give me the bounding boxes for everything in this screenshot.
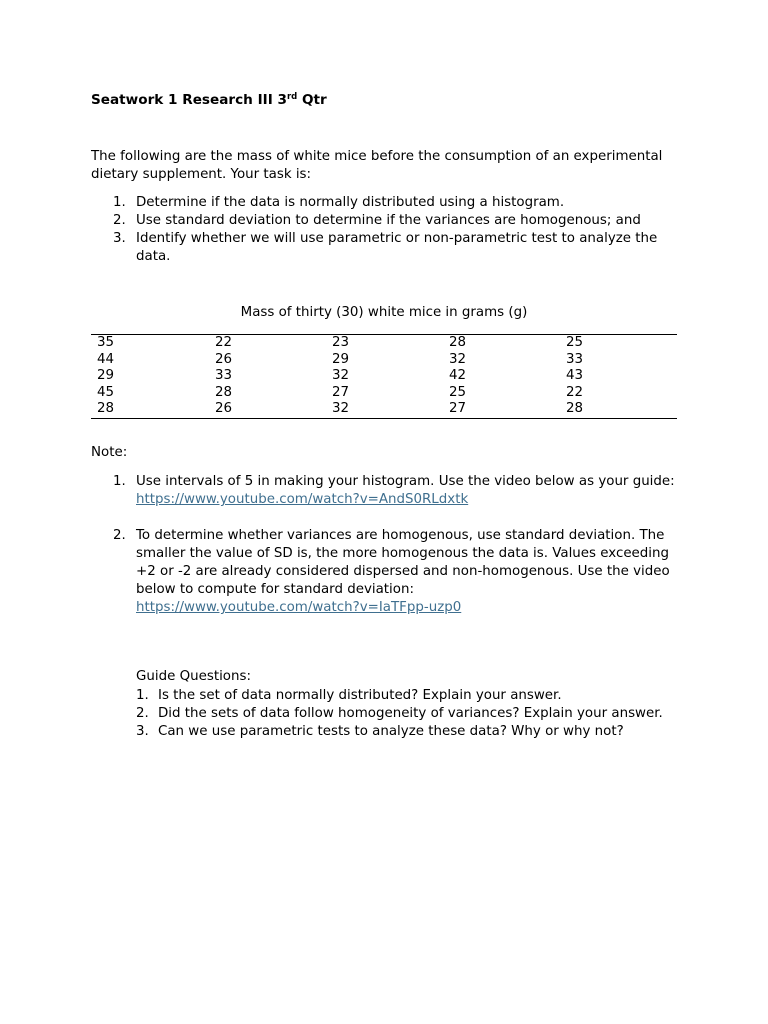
task-number: 3. bbox=[113, 231, 126, 246]
guide-question bbox=[136, 705, 696, 723]
table-cell: 26 bbox=[215, 351, 233, 367]
table-cell: 43 bbox=[566, 368, 584, 384]
table-cell: 33 bbox=[215, 368, 233, 384]
table-cell: 44 bbox=[97, 351, 115, 367]
note-number: 2. bbox=[113, 528, 126, 543]
question-number: 3. bbox=[136, 724, 149, 739]
task-list bbox=[91, 194, 691, 266]
question-text: Is the set of data normally distributed? Explain your answer. bbox=[158, 688, 562, 703]
intro-paragraph: The following are the mass of white mice before the consumption of an experimental dietary supplement. Your task is: bbox=[91, 149, 663, 182]
table-cell: 28 bbox=[215, 384, 233, 400]
table-cell: 23 bbox=[332, 335, 350, 350]
table-cell: 32 bbox=[332, 368, 350, 384]
guide-question-list bbox=[136, 687, 696, 741]
note-heading: Note: bbox=[91, 445, 128, 460]
task-number: 2. bbox=[113, 213, 126, 228]
question-text: Did the sets of data follow homogeneity of variances? Explain your answer. bbox=[158, 706, 663, 721]
table-cell: 28 bbox=[566, 401, 584, 417]
note-list bbox=[91, 473, 691, 617]
table-cell: 45 bbox=[97, 384, 115, 400]
question-number: 2. bbox=[136, 706, 149, 721]
task-text: Identify whether we will use parametric or non-parametric test to analyze the data. bbox=[136, 231, 658, 264]
table-row bbox=[91, 335, 677, 352]
task-item bbox=[91, 212, 691, 230]
note-text: To determine whether variances are homogenous, use standard deviation. The smaller the value of SD is, the more homogenous the data is. Values exceeding +2 or -2 are already considered dispersed and non-homogenous. Use the video below to compute for standard deviation: bbox=[136, 528, 670, 597]
table-cell: 42 bbox=[449, 368, 467, 384]
table-cell: 29 bbox=[332, 351, 350, 367]
table-cell: 35 bbox=[97, 335, 115, 350]
task-text: Determine if the data is normally distributed using a histogram. bbox=[136, 195, 565, 210]
question-number: 1. bbox=[136, 688, 149, 703]
question-text: Can we use parametric tests to analyze these data? Why or why not? bbox=[158, 724, 624, 739]
table-row bbox=[91, 401, 677, 418]
table-cell: 32 bbox=[332, 401, 350, 417]
table-cell: 27 bbox=[332, 384, 350, 400]
table-cell: 27 bbox=[449, 401, 467, 417]
table-cell: 33 bbox=[566, 351, 584, 367]
task-item bbox=[91, 194, 691, 212]
note-item bbox=[91, 527, 691, 617]
title-superscript: rd bbox=[286, 92, 298, 102]
table-cell: 22 bbox=[566, 384, 584, 400]
table-cell: 26 bbox=[215, 401, 233, 417]
table-cell: 28 bbox=[449, 335, 467, 350]
note-text: Use intervals of 5 in making your histogram. Use the video below as your guide: bbox=[136, 474, 675, 489]
note-spacer bbox=[91, 509, 691, 527]
table-row bbox=[91, 368, 677, 385]
title-suffix: Qtr bbox=[297, 92, 327, 108]
mice-mass-table bbox=[91, 334, 677, 419]
table-cell: 28 bbox=[97, 401, 115, 417]
table-cell: 25 bbox=[566, 335, 584, 350]
note-item bbox=[91, 473, 691, 509]
table-cell: 29 bbox=[97, 368, 115, 384]
table-cell: 32 bbox=[449, 351, 467, 367]
table-cell: 22 bbox=[215, 335, 233, 350]
guide-question bbox=[136, 687, 696, 705]
note-number: 1. bbox=[113, 474, 126, 489]
task-text: Use standard deviation to determine if the variances are homogenous; and bbox=[136, 213, 641, 228]
histogram-video-link[interactable]: https://www.youtube.com/watch?v=AndS0RLdxtk bbox=[136, 492, 469, 507]
table-row bbox=[91, 385, 677, 402]
standard-deviation-video-link[interactable]: https://www.youtube.com/watch?v=IaTFpp-uzp0 bbox=[136, 600, 462, 615]
guide-questions-heading: Guide Questions: bbox=[136, 669, 251, 684]
table-caption: Mass of thirty (30) white mice in grams (g) bbox=[240, 305, 528, 320]
guide-question bbox=[136, 723, 696, 741]
task-item bbox=[91, 230, 691, 266]
document-title bbox=[91, 91, 327, 109]
table-row bbox=[91, 352, 677, 369]
table-cell: 25 bbox=[449, 384, 467, 400]
title-text: Seatwork 1 Research III 3 bbox=[91, 92, 287, 108]
task-number: 1. bbox=[113, 195, 126, 210]
